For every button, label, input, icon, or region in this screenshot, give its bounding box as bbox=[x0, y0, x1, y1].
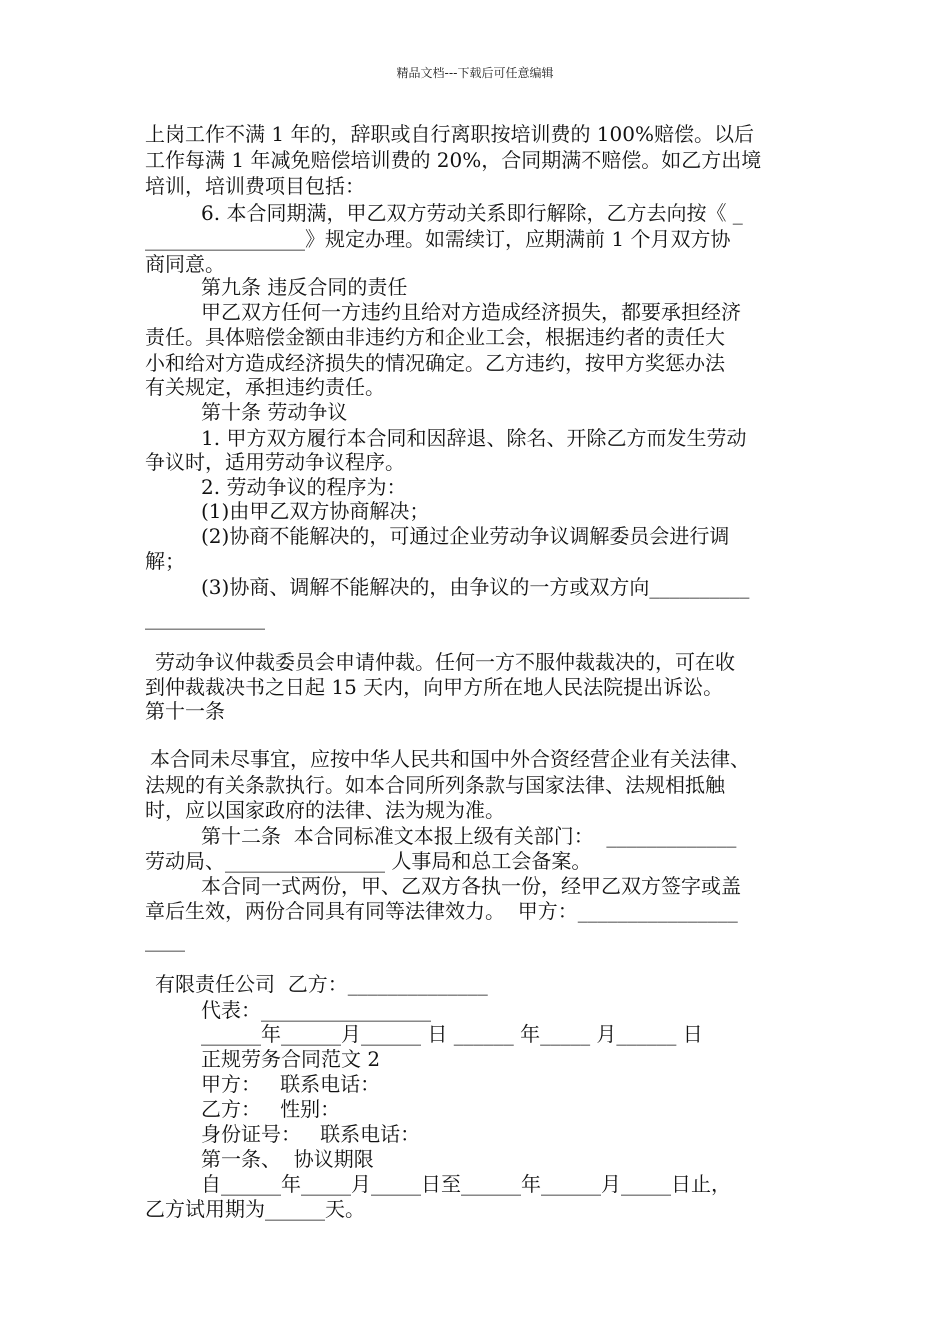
text-line: ____ bbox=[145, 928, 185, 952]
text-line: 乙方试用期为______天。 bbox=[145, 1197, 365, 1221]
text-line: 劳动争议仲裁委员会申请仲裁。任何一方不服仲裁裁决的，可在收 bbox=[155, 650, 735, 674]
text-line: (1)由甲乙双方协商解决； bbox=[201, 499, 430, 523]
text-line: 本合同未尽事宜，应按中华人民共和国中外合资经营企业有关法律、 bbox=[150, 747, 750, 771]
text-line: ________________》规定办理。如需续订，应期满前 1 个月双方协 bbox=[145, 227, 731, 251]
text-line: 上岗工作不满 1 年的，辞职或自行离职按培训费的 100%赔偿。以后 bbox=[145, 122, 754, 146]
section-heading: 正规劳务合同范文 2 bbox=[201, 1047, 381, 1071]
text-line: 第十二条 本合同标准文本报上级有关部门： _____________ bbox=[201, 824, 737, 848]
text-line: 甲方： 联系电话： bbox=[201, 1072, 381, 1096]
text-line: 乙方： 性别： bbox=[201, 1097, 341, 1121]
text-line: 自______年_____月_____日至______年______月_____日止， bbox=[201, 1172, 731, 1196]
text-line: 身份证号： 联系电话： bbox=[201, 1122, 421, 1146]
text-line: 劳动局、________________ 人事局和总工会备案。 bbox=[145, 849, 592, 873]
text-line: 时，应以国家政府的法律、法为规为准。 bbox=[145, 798, 505, 822]
text-line: 到仲裁裁决书之日起 15 天内，向甲方所在地人民法院提出诉讼。 bbox=[145, 675, 724, 699]
text-line: (3)协商、调解不能解决的，由争议的一方或双方向__________ bbox=[201, 575, 750, 599]
text-line: 小和给对方造成经济损失的情况确定。乙方违约，按甲方奖惩办法 bbox=[145, 351, 725, 375]
section-heading: 第十一条 bbox=[145, 699, 225, 723]
text-line: 培训，培训费项目包括： bbox=[145, 174, 365, 198]
page-header: 精品文档---下载后可任意编辑 bbox=[396, 66, 554, 80]
text-line: 代表：_________________ bbox=[201, 998, 431, 1022]
text-line: 有限责任公司 乙方：______________ bbox=[155, 972, 488, 996]
text-line: 责任。具体赔偿金额由非违约方和企业工会，根据违约者的责任大 bbox=[145, 325, 725, 349]
text-line: 本合同一式两份，甲、乙双方各执一份，经甲乙双方签字或盖 bbox=[201, 874, 741, 898]
section-heading: 第一条、 协议期限 bbox=[201, 1147, 374, 1171]
text-line: 解； bbox=[145, 549, 185, 573]
section-heading: 第九条 违反合同的责任 bbox=[201, 275, 408, 299]
text-line: ____________ bbox=[145, 606, 265, 630]
text-line: 章后生效，两份合同具有同等法律效力。 甲方：________________ bbox=[145, 899, 738, 923]
text-line: 1. 甲方双方履行本合同和因辞退、除名、开除乙方而发生劳动 bbox=[201, 426, 747, 450]
section-heading: 第十条 劳动争议 bbox=[201, 400, 348, 424]
text-line: 甲乙双方任何一方违约且给对方造成经济损失，都要承担经济 bbox=[201, 300, 741, 324]
text-line: 争议时，适用劳动争议程序。 bbox=[145, 450, 405, 474]
text-line: 6. 本合同期满，甲乙双方劳动关系即行解除，乙方去向按《 _ bbox=[201, 201, 743, 225]
text-line: ______年______月______ 日 ______ 年_____ 月______ 日 bbox=[201, 1022, 703, 1046]
text-line: 商同意。 bbox=[145, 252, 225, 276]
text-line: 有关规定，承担违约责任。 bbox=[145, 375, 385, 399]
text-line: 2. 劳动争议的程序为： bbox=[201, 475, 407, 499]
text-line: 工作每满 1 年减免赔偿培训费的 20%，合同期满不赔偿。如乙方出境 bbox=[145, 148, 762, 172]
text-line: 法规的有关条款执行。如本合同所列条款与国家法律、法规相抵触 bbox=[145, 773, 725, 797]
text-line: (2)协商不能解决的，可通过企业劳动争议调解委员会进行调 bbox=[201, 524, 730, 548]
